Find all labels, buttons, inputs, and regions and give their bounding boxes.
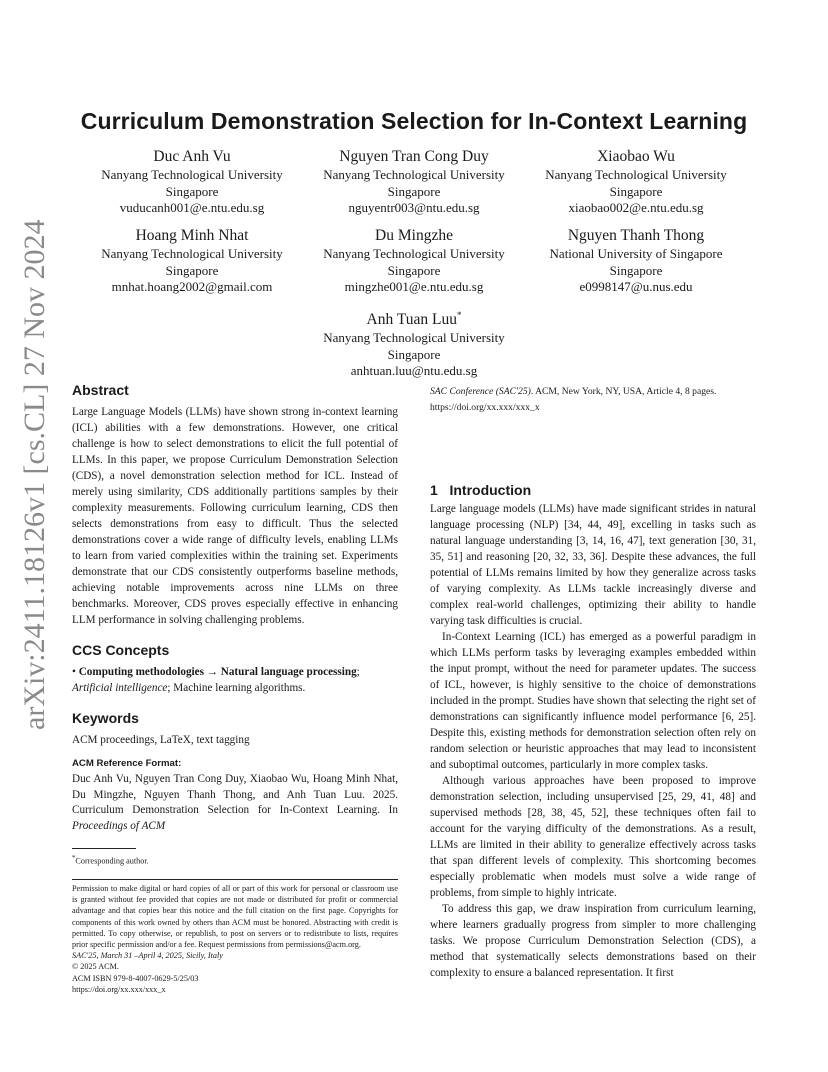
section-number: 1 [430, 482, 438, 498]
isbn-line: ACM ISBN 979-8-4007-0629-5/25/03 [72, 973, 199, 983]
introduction-heading [430, 480, 756, 500]
acm-reference-text [72, 772, 398, 834]
abstract-heading: Abstract [72, 382, 129, 398]
author-email[interactable]: e0998147@u.nus.edu [579, 279, 693, 294]
intro-paragraph: To address this gap, we draw inspiration from curriculum learning, where learners gradually progress from simpler to more challenging tasks. We propose Curriculum Demonstration Selection (CDS), a method that systematically selects demonstrations based on their complexity to ensure a balanced representation. It first [430, 903, 756, 979]
acm-reference-conference: SAC Conference (SAC'25) [430, 386, 531, 397]
intro-paragraph: In-Context Learning (ICL) has emerged as a powerful paradigm in which LLMs perform tasks by leveraging examples embedded within the input prompt, without the need for parameter updates. The success of ICL, however, is highly sensitive to the choice of demonstrations included in the prompt. Studies have shown that selecting the right set of demonstrations can significantly influence model performance [6, 25]. Despite this, existing methods for demonstration selection often rely on random selection or heuristic approaches that may lead to inconsistent and suboptimal outcomes, particularly in more complex tasks. [430, 631, 756, 771]
author-block [521, 226, 751, 296]
footnote-rule [72, 848, 136, 849]
abstract-text: Large Language Models (LLMs) have shown strong in-context learning (ICL) abilities with a few demonstrations. However, one critical challenge is how to select demonstrations to elicit the full potential of LLMs. In this paper, we propose Curriculum Demonstration Selection (CDS), a novel demonstration selection method for ICL. Instead of merely using similarity, CDS additionally partitions samples by their complexity measurements. Following curriculum learning, CDS then selects demonstrations from easy to difficult. Thus the selected demonstrations cover a wide range of difficulty levels, enabling LLMs to learn from varied complexities within the training set. Experiments demonstrate that our CDS consistently outperforms baseline methods, achieving notable improvements across nine LLMs on three benchmarks. Moreover, CDS proves especially effective in enhancing LLM performance in solving challenging problems. [72, 406, 398, 626]
ccs-heading: CCS Concepts [72, 642, 170, 658]
author-name: Duc Anh Vu [153, 148, 231, 165]
corresponding-author-mark: * [456, 310, 462, 320]
ccs-rest: ; Machine learning algorithms. [167, 682, 306, 694]
author-country: Singapore [609, 183, 663, 199]
ccs-secondary-concept: Artificial intelligence [72, 682, 168, 694]
author-affiliation: Nanyang Technological University [545, 167, 727, 182]
section-title: Introduction [449, 482, 532, 498]
author-email[interactable]: vuducanh001@e.ntu.edu.sg [119, 200, 265, 215]
author-email[interactable]: nguyentr003@ntu.edu.sg [348, 200, 480, 215]
author-email[interactable]: mingzhe001@e.ntu.edu.sg [344, 279, 484, 294]
author-block [77, 147, 307, 217]
author-country: Singapore [387, 262, 441, 278]
author-name: Nguyen Thanh Thong [567, 227, 705, 244]
intro-paragraph: Although various approaches have been proposed to improve demonstration selection, including unsupervised [25, 29, 41, 48] and supervised methods [28, 38, 45, 52], these techniques often fail to account for the varying difficulty of the demonstrations. As a result, LLMs are limited in their ability to generalize effectively across tasks that span different levels of complexity. This shortcoming becomes especially problematic when models must solve a wide range of problems, from simple to highly intricate. [430, 775, 756, 899]
footnote-text: Corresponding author. [75, 856, 149, 866]
permission-text: Permission to make digital or hard copies of all or part of this work for personal or classroom use is granted without fee provided that copies are not made or distributed for profit or commercial advantage and that copies bear this notice and the full citation on the first page. Copyrights for components of this work owned by others than ACM must be honored. Abstracting with credit is permitted. To copy otherwise, or republish, to post on servers or to redistribute to lists, requires prior specific permission and/or a fee. Request permissions from permissions@acm.org. [72, 883, 398, 949]
author-country: Singapore [609, 262, 663, 278]
author-block [521, 147, 751, 217]
ccs-bullet: • [72, 666, 76, 678]
ccs-text [72, 664, 398, 696]
author-block [299, 305, 529, 380]
keywords-text [72, 732, 398, 748]
acm-reference-proceedings: Proceedings of ACM [72, 819, 166, 832]
ccs-primary-concept: Computing methodologies → Natural language processing [78, 666, 357, 678]
author-block [77, 226, 307, 296]
author-affiliation: Nanyang Technological University [101, 246, 283, 261]
conference-line: SAC'25, March 31 –April 4, 2025, Sicily, Italy [72, 951, 223, 961]
permission-block [72, 883, 398, 995]
author-name: Hoang Minh Nhat [135, 227, 249, 244]
doi-link[interactable]: https://doi.org/xx.xxx/xxx_x [72, 984, 166, 994]
paper-title: Curriculum Demonstration Selection for In-Context Learning [80, 108, 748, 134]
permission-rule [72, 879, 398, 880]
author-country: Singapore [387, 183, 441, 199]
acm-reference-publisher: . ACM, New York, NY, USA, Article 4, 8 pages. https://doi.org/xx.xxx/xxx_x [430, 386, 717, 413]
author-affiliation: Nanyang Technological University [323, 246, 505, 261]
acm-reference-heading: ACM Reference Format: [72, 758, 182, 769]
author-name: Du Mingzhe [375, 227, 453, 244]
footnote-mark: * [72, 855, 76, 862]
author-affiliation: Nanyang Technological University [323, 330, 505, 346]
author-country: Singapore [387, 346, 441, 362]
acm-reference-citation: Duc Anh Vu, Nguyen Tran Cong Duy, Xiaobao Wu, Hoang Minh Nhat, Du Mingzhe, Nguyen Thanh Thong, and Anh Tuan Luu. 2025. Curriculum Demonstration Selection for In-Context Learning. In [72, 773, 398, 816]
author-affiliation: Nanyang Technological University [323, 167, 505, 182]
keywords-heading: Keywords [72, 710, 139, 726]
author-country: Singapore [165, 183, 219, 199]
author-affiliation: National University of Singapore [549, 246, 723, 261]
author-block [299, 226, 529, 296]
author-email[interactable]: xiaobao002@e.ntu.edu.sg [568, 200, 704, 215]
corresponding-footnote [72, 853, 398, 867]
author-country: Singapore [165, 262, 219, 278]
introduction-body [430, 501, 756, 981]
author-name: Anh Tuan Luu [366, 311, 457, 329]
ccs-separator: ; [356, 666, 360, 678]
author-name: Xiaobao Wu [597, 148, 675, 165]
intro-paragraph: Large language models (LLMs) have made significant strides in natural language processing (NLP) [34, 44, 49], excelling in tasks such as natural language understanding [3, 14, 16, 47], text generation [30, 31, 35, 51] and reasoning [20, 32, 33, 36]. Despite these advances, the full potential of LLMs remains limited by how they generalize across tasks of varying complexity. As LLMs tackle increasingly diverse and complex real-world challenges, optimizing their ability to handle varying task difficulties is crucial. [430, 503, 756, 627]
author-name: Nguyen Tran Cong Duy [339, 148, 489, 165]
keywords-before: ACM proceedings, [72, 734, 160, 746]
arxiv-identifier-stamp: arXiv:2411.18126v1 [cs.CL] 27 Nov 2024 [18, 219, 51, 730]
latex-logo: LaTeX [159, 734, 191, 746]
left-column [72, 380, 398, 995]
copyright-line: © 2025 ACM. [72, 962, 119, 972]
keywords-after: , text tagging [190, 734, 250, 746]
author-email[interactable]: anhtuan.luu@ntu.edu.sg [350, 363, 478, 379]
author-block [299, 147, 529, 217]
acm-reference-continuation [430, 384, 756, 415]
author-affiliation: Nanyang Technological University [101, 167, 283, 182]
author-email[interactable]: mnhat.hoang2002@gmail.com [111, 279, 273, 294]
